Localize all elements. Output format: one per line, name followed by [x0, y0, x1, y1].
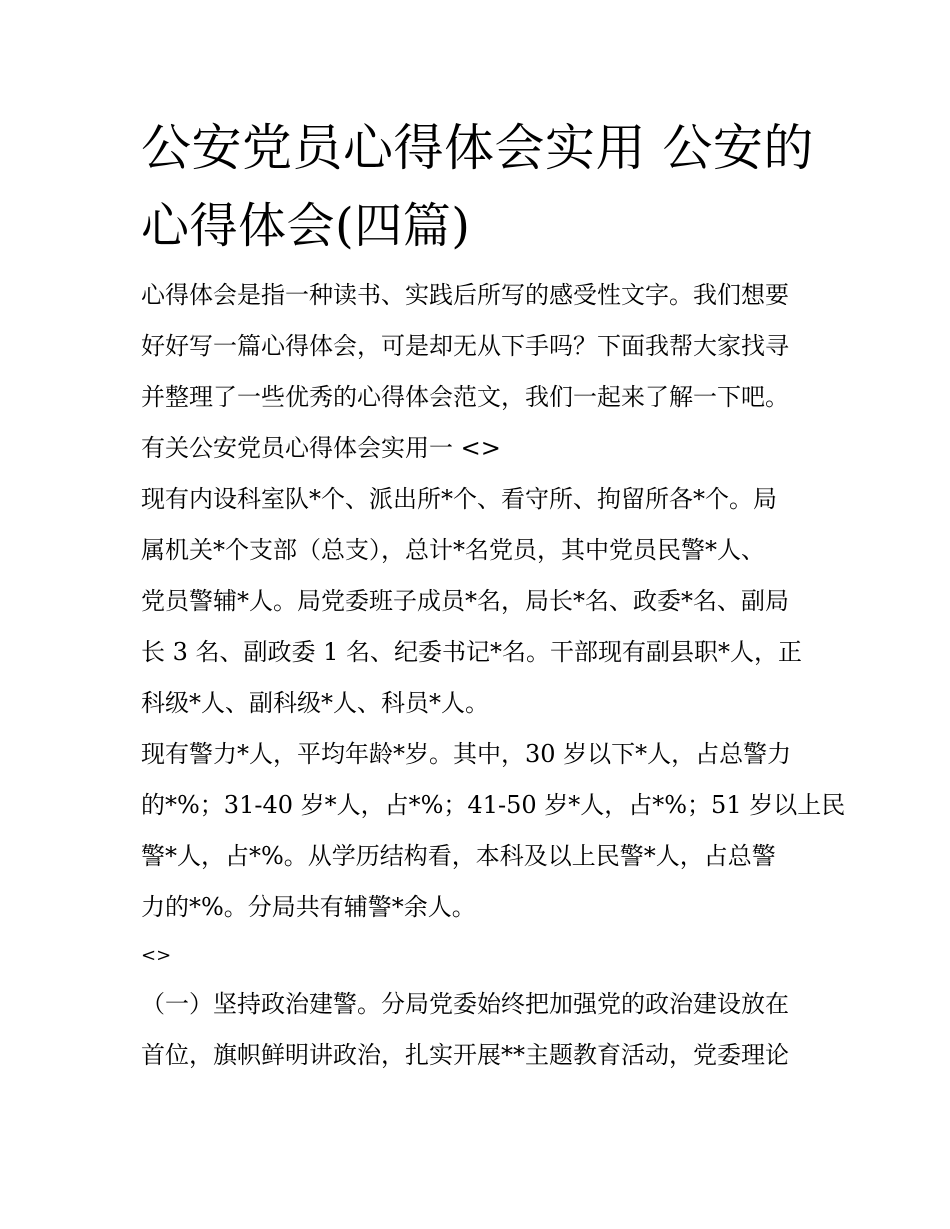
text-line: 首位，旗帜鲜明讲政治，扎实开展**主题教育活动，党委理论 — [141, 1041, 789, 1069]
text-line: 现有内设科室队*个、派出所*个、看守所、拘留所各*个。局 — [141, 485, 777, 513]
political-building-paragraph — [141, 979, 813, 1081]
section-heading — [141, 423, 813, 474]
text-line: 有关公安党员心得体会实用一 <> — [141, 434, 501, 462]
title-line: 心得体会(四篇) — [141, 198, 471, 254]
text-line: （一）坚持政治建警。分局党委始终把加强党的政治建设放在 — [141, 990, 789, 1018]
text-line: 力的*%。分局共有辅警*余人。 — [141, 893, 476, 921]
text-line: 心得体会是指一种读书、实践后所写的感受性文字。我们想要 — [141, 281, 789, 309]
text-line: 现有警力*人，平均年龄*岁。其中，30 岁以下*人，占总警力 — [141, 740, 792, 768]
text-line: <> — [141, 945, 172, 966]
staffing-paragraph — [141, 729, 846, 933]
text-line: 属机关*个支部（总支），总计*名党员，其中党员民警*人、 — [141, 536, 765, 564]
text-line: 并整理了一些优秀的心得体会范文，我们一起来了解一下吧。 — [141, 383, 789, 411]
text-line: 好好写一篇心得体会，可是却无从下手吗？下面我帮大家找寻 — [141, 332, 789, 360]
title-line: 公安党员心得体会实用 公安的 — [141, 119, 814, 177]
text-line: 的*%；31-40 岁*人，占*%；41-50 岁*人，占*%；51 岁以上民 — [141, 791, 846, 819]
text-line: 长 3 名、副政委 1 名、纪委书记*名。干部现有副县职*人，正 — [141, 638, 803, 666]
organization-paragraph — [141, 474, 813, 729]
text-line: 科级*人、副科级*人、科员*人。 — [141, 689, 489, 717]
document-title — [141, 112, 813, 262]
intro-paragraph — [141, 270, 813, 423]
text-line: 党员警辅*人。局党委班子成员*名，局长*名、政委*名、副局 — [141, 587, 789, 615]
document-content — [141, 112, 846, 1081]
text-line: 警*人，占*%。从学历结构看，本科及以上民警*人，占总警 — [141, 842, 776, 870]
placeholder-marker — [141, 933, 813, 979]
